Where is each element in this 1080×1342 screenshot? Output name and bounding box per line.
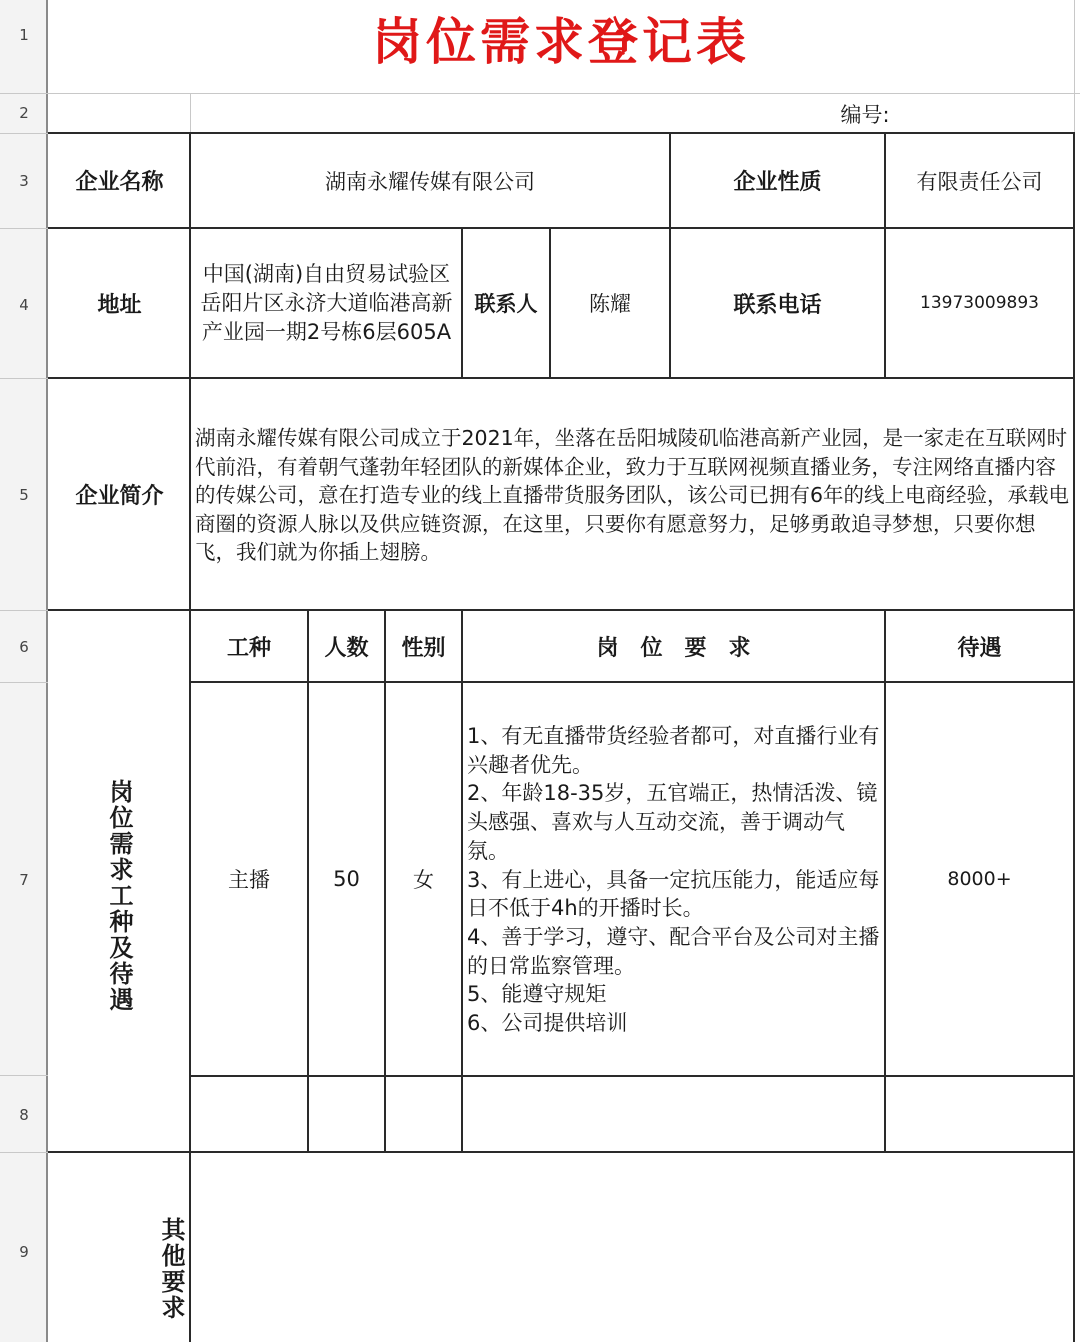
company-intro[interactable]: 湖南永耀传媒有限公司成立于2021年，坐落在岳阳城陵矶临港高新产业园，是一家走在互联网时代前沿，有着朝气蓬勃年轻团队的新媒体企业，致力于互联网视频直播业务，专注网络直播内容的传媒公司，意在打造专业的线上直播带货服务团队，该公司已拥有6年的线上电商经验，承载电商圈的资源人脉以及供应链资源，在这里，只要你有愿意努力，足够勇敢追寻梦想，只要你想飞，我们就为你插上翅膀。 xyxy=(195,426,1070,564)
requirement-item: 3、有上进心，具备一定抗压能力，能适应每日不低于4h的开播时长。 xyxy=(467,867,880,921)
row-divider xyxy=(0,1152,48,1153)
row-divider xyxy=(0,378,48,379)
requirement-item: 5、能遵守规矩 xyxy=(467,982,607,1007)
empty-cell[interactable] xyxy=(386,1077,461,1151)
row-number[interactable]: 1 xyxy=(19,26,29,44)
header-job-type[interactable]: 工种 xyxy=(226,635,271,661)
empty-cell[interactable] xyxy=(191,1077,307,1151)
row-number[interactable]: 9 xyxy=(19,1243,29,1261)
row-number[interactable]: 8 xyxy=(19,1106,29,1124)
intro-label[interactable]: 企业简介 xyxy=(75,483,164,509)
table-border xyxy=(461,609,463,1152)
serial-number-label[interactable]: 编号: xyxy=(840,103,890,127)
company-type-label[interactable]: 企业性质 xyxy=(733,170,822,195)
row-number[interactable]: 2 xyxy=(19,104,29,122)
row-header-column xyxy=(0,0,48,1342)
phone-label[interactable]: 联系电话 xyxy=(733,292,822,318)
company-name-value[interactable]: 湖南永耀传媒有限公司 xyxy=(325,169,535,194)
gridline xyxy=(48,93,1080,94)
header-gender[interactable]: 性别 xyxy=(401,635,446,661)
row-divider xyxy=(0,133,48,134)
requirements-list[interactable] xyxy=(467,722,883,1038)
address-label[interactable]: 地址 xyxy=(97,292,142,318)
company-type-value[interactable]: 有限责任公司 xyxy=(916,169,1043,194)
empty-cell[interactable] xyxy=(309,1077,384,1151)
header-requirements[interactable]: 岗 位 要 求 xyxy=(596,635,751,661)
table-border xyxy=(48,377,1075,379)
gridline xyxy=(1074,0,1075,133)
row-number[interactable]: 4 xyxy=(19,296,29,314)
table-border xyxy=(1073,132,1075,1342)
salary-value[interactable]: 8000+ xyxy=(947,868,1012,890)
address-value[interactable]: 中国(湖南)自由贸易试验区岳阳片区永济大道临港高新产业园一期2号栋6层605A xyxy=(200,261,453,344)
row-number[interactable]: 5 xyxy=(19,486,29,504)
jobs-section-label[interactable]: 岗位需求工种及待遇 xyxy=(105,779,133,1013)
empty-cell[interactable] xyxy=(463,1077,884,1151)
requirement-item: 2、年龄18-35岁，五官端正，热情活泼、镜头感强、喜欢与人互动交流，善于调动气氛。 xyxy=(467,781,878,863)
row-divider xyxy=(0,1075,48,1076)
form-title[interactable]: 岗位需求登记表 xyxy=(372,12,750,71)
requirement-item: 1、有无直播带货经验者都可，对直播行业有兴趣者优先。 xyxy=(467,724,880,777)
row-number[interactable]: 7 xyxy=(19,871,29,889)
row-number[interactable]: 6 xyxy=(19,638,29,656)
contact-value[interactable]: 陈耀 xyxy=(589,292,631,316)
contact-label[interactable]: 联系人 xyxy=(474,292,538,316)
other-requirements-value[interactable] xyxy=(191,1153,1073,1342)
empty-cell[interactable] xyxy=(886,1077,1073,1151)
row-number[interactable]: 3 xyxy=(19,172,29,190)
row-divider xyxy=(0,610,48,611)
gender-value[interactable]: 女 xyxy=(413,868,434,892)
row-divider xyxy=(0,93,48,94)
requirement-item: 4、善于学习，遵守、配合平台及公司对主播的日常监察管理。 xyxy=(467,924,880,978)
job-type-value[interactable]: 主播 xyxy=(228,868,270,892)
phone-value[interactable]: 13973009893 xyxy=(920,293,1039,313)
count-value[interactable]: 50 xyxy=(333,867,360,891)
header-count[interactable]: 人数 xyxy=(324,635,369,661)
header-salary[interactable]: 待遇 xyxy=(957,635,1002,661)
company-name-label[interactable]: 企业名称 xyxy=(75,170,164,195)
other-requirements-label[interactable]: 其他要求 xyxy=(157,1216,185,1321)
row-divider xyxy=(0,682,48,683)
gridline xyxy=(190,93,191,133)
row-divider xyxy=(0,228,48,229)
requirement-item: 6、公司提供培训 xyxy=(467,1011,628,1036)
